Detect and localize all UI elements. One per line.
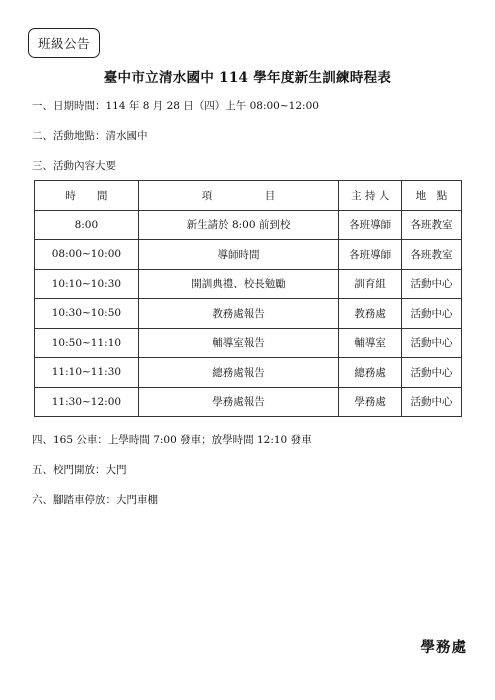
header-place: 地 點 [402,181,462,211]
cell-item: 開訓典禮、校長勉勵 [138,269,338,299]
cell-place: 活動中心 [402,387,462,417]
table-row [35,358,462,388]
cell-time: 11:10~11:30 [35,358,139,388]
cell-host: 輔導室 [339,328,402,358]
cell-host: 各班導師 [339,240,402,270]
issuer-office: 學務處 [420,640,467,656]
table-row [35,240,462,270]
cell-time: 10:10~10:30 [35,269,139,299]
cell-host: 訓育組 [339,269,402,299]
cell-time: 11:30~12:00 [35,387,139,417]
cell-time: 08:00~10:00 [35,240,139,270]
cell-place: 活動中心 [402,328,462,358]
table-row [35,269,462,299]
cell-host: 各班導師 [339,210,402,240]
cell-item: 新生請於 8:00 前到校 [138,210,338,240]
cell-host: 教務處 [339,299,402,329]
gate-line: 五、校門開放：大門 [32,464,127,476]
bike-parking-line: 六、腳踏車停放：大門車棚 [32,494,158,506]
date-time-line: 一、日期時間：114 年 8 月 28 日（四）上午 08:00~12:00 [32,100,319,112]
class-announcement-badge: 班級公告 [28,28,100,58]
cell-item: 教務處報告 [138,299,338,329]
table-row [35,210,462,240]
location-line: 二、活動地點：清水國中 [32,130,148,142]
cell-host: 總務處 [339,358,402,388]
cell-place: 活動中心 [402,358,462,388]
header-host: 主 持 人 [339,181,402,211]
table-header-row [35,181,462,211]
schedule-table [34,180,462,417]
table-row [35,299,462,329]
cell-time: 10:30~10:50 [35,299,139,329]
cell-item: 學務處報告 [138,387,338,417]
document-title: 臺中市立清水國中 114 學年度新生訓練時程表 [103,70,392,86]
cell-item: 輔導室報告 [138,328,338,358]
table-row [35,387,462,417]
cell-time: 8:00 [35,210,139,240]
table-row [35,328,462,358]
cell-host: 學務處 [339,387,402,417]
cell-place: 各班教室 [402,210,462,240]
cell-item: 導師時間 [138,240,338,270]
activity-content-heading: 三、活動內容大要 [32,160,116,172]
header-item: 項 目 [138,181,338,211]
cell-place: 活動中心 [402,269,462,299]
bus-line: 四、165 公車：上學時間 7:00 發車；放學時間 12:10 發車 [32,434,312,446]
cell-item: 總務處報告 [138,358,338,388]
cell-place: 各班教室 [402,240,462,270]
cell-time: 10:50~11:10 [35,328,139,358]
header-time: 時 間 [35,181,139,211]
cell-place: 活動中心 [402,299,462,329]
